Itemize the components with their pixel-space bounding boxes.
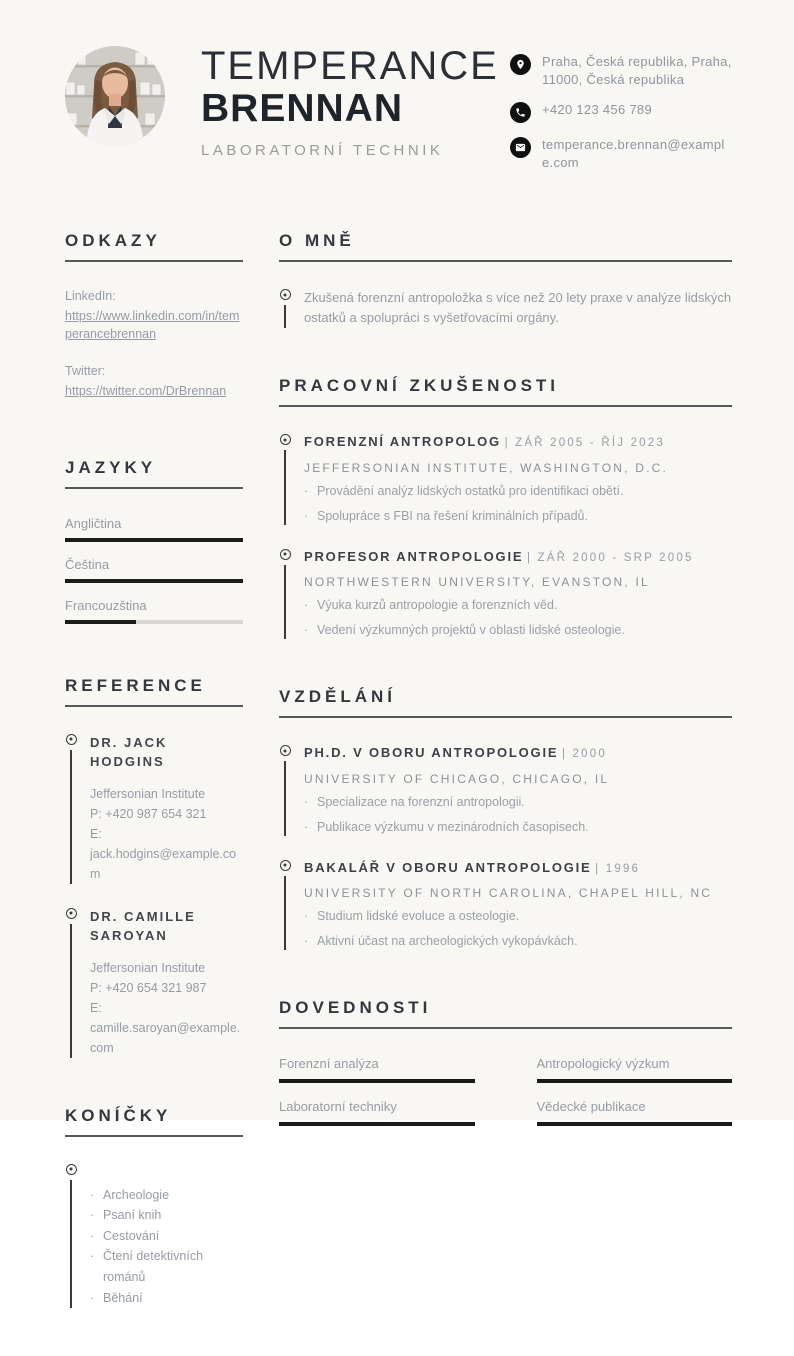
skill-name: Laboratorní techniky (279, 1099, 397, 1115)
experience-body (304, 433, 732, 524)
contact-address-row (510, 53, 732, 88)
hobbies-list (90, 1185, 243, 1309)
skills-heading: DOVEDNOSTI (279, 998, 732, 1029)
skills-grid (279, 1056, 732, 1126)
hobbies-body (90, 1163, 243, 1309)
education-entry (279, 745, 732, 835)
bullet-dot: · (304, 934, 309, 949)
timeline-line (284, 761, 286, 835)
experience-bullet-text: Vedení výzkumných projektů v oblasti lidské osteologie. (317, 623, 625, 638)
links-heading: ODKAZY (65, 231, 243, 262)
skill-level-bar (279, 1122, 475, 1126)
bullet-ring-icon (280, 549, 291, 560)
language-name: Francouzština (65, 597, 147, 613)
links-list (65, 289, 243, 400)
experience-heading: PRACOVNÍ ZKUŠENOSTI (279, 376, 732, 407)
references-list (65, 734, 243, 1058)
hobby-label: Běhání (103, 1290, 143, 1305)
reference-details (90, 784, 243, 884)
experience-entry (279, 549, 732, 639)
reference-email: E: jack.hodgins@example.com (90, 826, 237, 881)
section-education (279, 687, 732, 950)
reference-name: DR. CAMILLE SAROYAN (90, 908, 196, 944)
timeline (279, 860, 291, 950)
profile-photo-illustration (65, 46, 165, 146)
language-level-fill (65, 620, 136, 624)
reference-entry (65, 908, 243, 1058)
timeline (279, 745, 291, 835)
bullet-dot: · (304, 623, 309, 638)
section-experience (279, 376, 732, 639)
skill-level-fill (537, 1079, 733, 1083)
experience-entry (279, 434, 732, 524)
hobby-label: Archeologie (103, 1187, 170, 1202)
timeline (65, 1164, 77, 1309)
reference-details (90, 958, 243, 1058)
timeline-line (70, 1180, 72, 1309)
reference-name: DR. JACK HODGINS (90, 734, 168, 770)
phone-icon (510, 102, 531, 123)
bullet-ring-icon (280, 860, 291, 871)
bullet-dot: · (304, 908, 309, 923)
experience-bullet-text: Spolupráce s FBI na řešení kriminálních případů. (317, 508, 588, 523)
link-item (65, 289, 243, 343)
education-bullet-text: Specializace na forenzní antropologii. (317, 794, 525, 809)
contact-phone-row (510, 101, 732, 123)
hobbies-heading: KONÍČKY (65, 1106, 243, 1137)
education-dates: | 2000 (561, 748, 607, 761)
skill-name: Forenzní analýza (279, 1056, 379, 1072)
education-org: UNIVERSITY OF CHICAGO, CHICAGO, IL (304, 771, 610, 786)
name-block (201, 45, 499, 159)
about-entry (279, 289, 732, 328)
experience-title: PROFESOR ANTROPOLOGIE (304, 548, 524, 564)
education-list (279, 745, 732, 950)
contact-block (510, 45, 732, 171)
link-label: LinkedIn: (65, 289, 116, 304)
education-bullet-text: Publikace výzkumu v mezinárodních časopisech. (317, 819, 589, 834)
bullet-dot: · (90, 1208, 95, 1223)
education-bullet (304, 793, 732, 811)
hobby-item (90, 1246, 243, 1287)
bullet-ring-icon (66, 734, 77, 745)
education-title: PH.D. V OBORU ANTROPOLOGIE (304, 745, 559, 761)
hobby-item (90, 1288, 243, 1309)
bullet-ring-icon (66, 1164, 77, 1175)
education-heading: VZDĚLÁNÍ (279, 687, 732, 718)
link-item (65, 364, 243, 400)
contact-email: temperance.brennan@example.com (542, 137, 725, 170)
job-title: LABORATORNÍ TECHNIK (201, 141, 444, 159)
header (65, 45, 732, 171)
bullet-ring-icon (280, 289, 291, 300)
education-bullet (304, 932, 732, 950)
skill-item (537, 1099, 733, 1126)
language-level-bar (65, 579, 243, 583)
experience-bullets (304, 482, 732, 525)
content-columns (65, 231, 732, 1356)
bullet-ring-icon (280, 745, 291, 756)
bullet-dot: · (90, 1228, 95, 1243)
timeline (279, 549, 291, 639)
hobby-label: Čtení detektivních románů (103, 1249, 204, 1285)
language-name: Angličtina (65, 515, 122, 531)
experience-dates: | ZÁŘ 2005 - ŘÍJ 2023 (504, 437, 665, 450)
education-bullet (304, 907, 732, 925)
languages-list (65, 516, 243, 624)
contact-address: Praha, Česká republika, Praha, 11000, Česká republika (542, 54, 732, 87)
reference-org: Jeffersonian Institute (90, 786, 206, 801)
experience-org: NORTHWESTERN UNIVERSITY, EVANSTON, IL (304, 575, 650, 590)
timeline (279, 434, 291, 524)
hobby-item (90, 1185, 243, 1206)
last-name: BRENNAN (201, 87, 403, 130)
skill-item (537, 1056, 733, 1083)
timeline-line (284, 450, 286, 524)
experience-titleline (304, 433, 732, 451)
profile-photo (65, 46, 165, 146)
skill-level-fill (279, 1122, 475, 1126)
email-icon (510, 137, 531, 158)
experience-bullet-text: Provádění analýz lidských ostatků pro identifikaci obětí. (317, 483, 624, 498)
bullet-dot: · (304, 598, 309, 613)
language-item (65, 557, 243, 583)
sidebar (65, 231, 243, 1356)
experience-dates: | ZÁŘ 2000 - SRP 2005 (526, 551, 694, 564)
reference-email: E: camille.saroyan@example.com (90, 1000, 241, 1055)
experience-org: JEFFERSONIAN INSTITUTE, WASHINGTON, D.C. (304, 460, 669, 475)
skill-level-fill (279, 1079, 475, 1083)
bullet-dot: · (304, 794, 309, 809)
contact-phone: +420 123 456 789 (542, 102, 652, 118)
timeline-line (70, 924, 72, 1058)
experience-bullet (304, 482, 732, 500)
education-dates: | 1996 (595, 862, 641, 875)
education-entry (279, 860, 732, 950)
timeline-line (284, 876, 286, 950)
timeline-line (70, 750, 72, 884)
bullet-ring-icon (280, 434, 291, 445)
reference-phone: P: +420 654 321 987 (90, 980, 207, 995)
language-level-fill (65, 579, 243, 583)
skill-item (279, 1099, 475, 1126)
languages-heading: JAZYKY (65, 458, 243, 489)
education-bullet-text: Studium lidské evoluce a osteologie. (317, 908, 520, 923)
experience-body (304, 548, 732, 639)
education-body (304, 859, 732, 950)
link-url[interactable]: https://www.linkedin.com/in/temperancebrennan (65, 309, 240, 342)
language-level-fill (65, 538, 243, 542)
section-links (65, 231, 243, 400)
bullet-ring-icon (66, 908, 77, 919)
bullet-dot: · (90, 1290, 95, 1305)
education-bullet-text: Aktivní účast na archeologických vykopávkách. (317, 934, 578, 949)
language-item (65, 598, 243, 624)
experience-titleline (304, 548, 732, 566)
language-name: Čeština (65, 556, 110, 572)
experience-bullets (304, 596, 732, 639)
hobby-label: Cestování (103, 1228, 160, 1243)
experience-title: FORENZNÍ ANTROPOLOG (304, 434, 501, 450)
section-skills (279, 998, 732, 1126)
bullet-dot: · (304, 508, 309, 523)
education-titleline (304, 859, 732, 877)
main-content (279, 231, 732, 1356)
language-level-bar (65, 538, 243, 542)
hobby-label: Psaní knih (103, 1208, 162, 1223)
education-body (304, 744, 732, 835)
about-body (304, 288, 732, 328)
reference-org: Jeffersonian Institute (90, 960, 206, 975)
timeline-line (284, 305, 286, 328)
section-about (279, 231, 732, 328)
bullet-dot: · (304, 483, 309, 498)
education-title: BAKALÁŘ V OBORU ANTROPOLOGIE (304, 859, 592, 875)
skill-level-bar (537, 1122, 733, 1126)
education-bullet (304, 818, 732, 836)
education-bullets (304, 793, 732, 836)
location-icon (510, 54, 531, 75)
contact-email-row (510, 136, 732, 171)
experience-bullet-text: Výuka kurzů antropologie a forenzních věd. (317, 598, 558, 613)
timeline (279, 289, 291, 328)
about-text: Zkušená forenzní antropoložka s více než 20 lety praxe v analýze lidských ostatků a spolupráci s vyšetřovacími orgány. (304, 290, 732, 326)
about-heading: O MNĚ (279, 231, 732, 262)
bullet-dot: · (90, 1249, 95, 1264)
reference-phone: P: +420 987 654 321 (90, 806, 207, 821)
experience-bullet (304, 507, 732, 525)
education-org: UNIVERSITY OF NORTH CAROLINA, CHAPEL HILL, NC (304, 885, 713, 900)
references-heading: REFERENCE (65, 676, 243, 707)
education-bullets (304, 907, 732, 950)
hobby-item (90, 1226, 243, 1247)
experience-bullet (304, 596, 732, 614)
reference-body (90, 733, 243, 884)
timeline (65, 908, 77, 1058)
section-languages (65, 458, 243, 624)
skill-level-fill (537, 1122, 733, 1126)
reference-body (90, 907, 243, 1058)
timeline-line (284, 565, 286, 639)
hobbies-entry (65, 1164, 243, 1309)
link-label: Twitter: (65, 364, 106, 379)
skill-level-bar (279, 1079, 475, 1083)
language-level-bar (65, 620, 243, 624)
experience-list (279, 434, 732, 639)
skill-name: Antropologický výzkum (536, 1056, 670, 1072)
skill-name: Vědecké publikace (536, 1099, 646, 1115)
skill-level-bar (537, 1079, 733, 1083)
hobby-item (90, 1205, 243, 1226)
timeline (65, 734, 77, 884)
bullet-dot: · (304, 819, 309, 834)
experience-bullet (304, 621, 732, 639)
first-name: TEMPERANCE (201, 44, 499, 88)
bullet-dot: · (90, 1187, 95, 1202)
section-hobbies (65, 1106, 243, 1309)
link-url[interactable]: https://twitter.com/DrBrennan (65, 384, 227, 399)
reference-entry (65, 734, 243, 884)
education-titleline (304, 744, 732, 762)
language-item (65, 516, 243, 542)
section-references (65, 676, 243, 1058)
skill-item (279, 1056, 475, 1083)
